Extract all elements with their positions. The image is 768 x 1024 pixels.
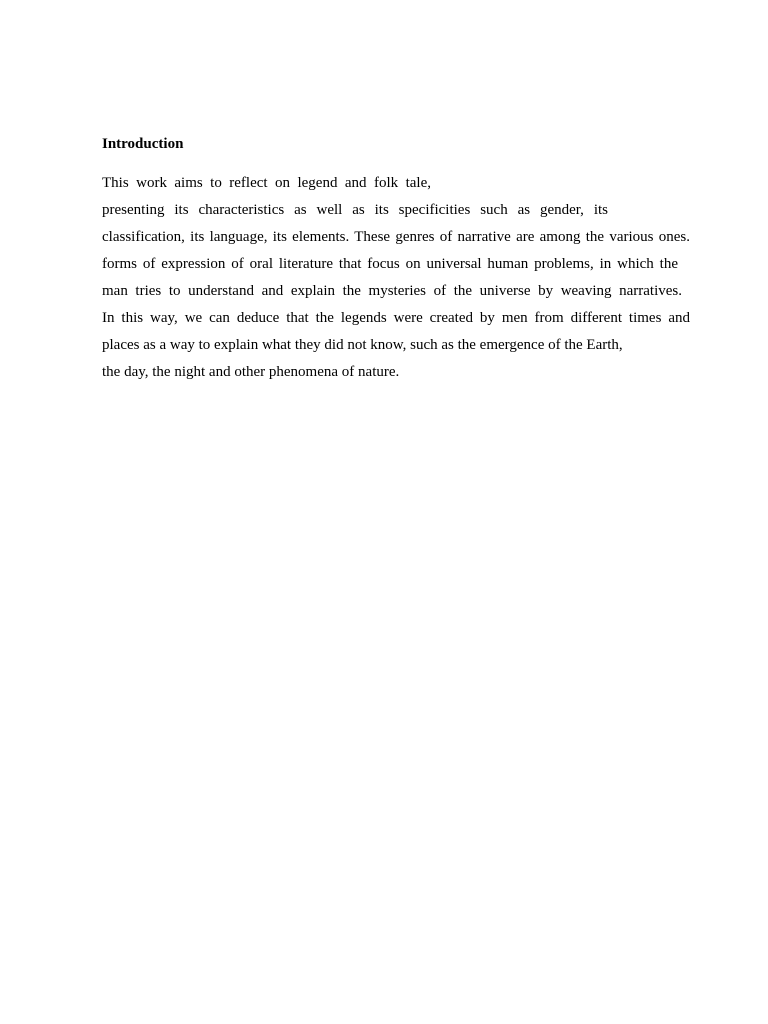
section-heading: Introduction bbox=[102, 136, 184, 152]
paragraph-line: presenting its characteristics as well as its specificities such as gender, its bbox=[102, 202, 608, 218]
paragraph-line: places as a way to explain what they did not know, such as the emergence of the Earth, bbox=[102, 337, 623, 353]
document-body bbox=[102, 135, 690, 386]
paragraph-line: forms of expression of oral literature that focus on universal human problems, in which the bbox=[102, 256, 678, 272]
paragraph-line: In this way, we can deduce that the legends were created by men from different times and bbox=[102, 310, 690, 326]
paragraph-line: the day, the night and other phenomena of nature. bbox=[102, 364, 400, 380]
paragraph-line: man tries to understand and explain the mysteries of the universe by weaving narratives. bbox=[102, 283, 682, 299]
paragraph-line: classification, its language, its elements. These genres of narrative are among the various ones. bbox=[102, 229, 690, 245]
paragraph-line: This work aims to reflect on legend and folk tale, bbox=[102, 175, 431, 191]
